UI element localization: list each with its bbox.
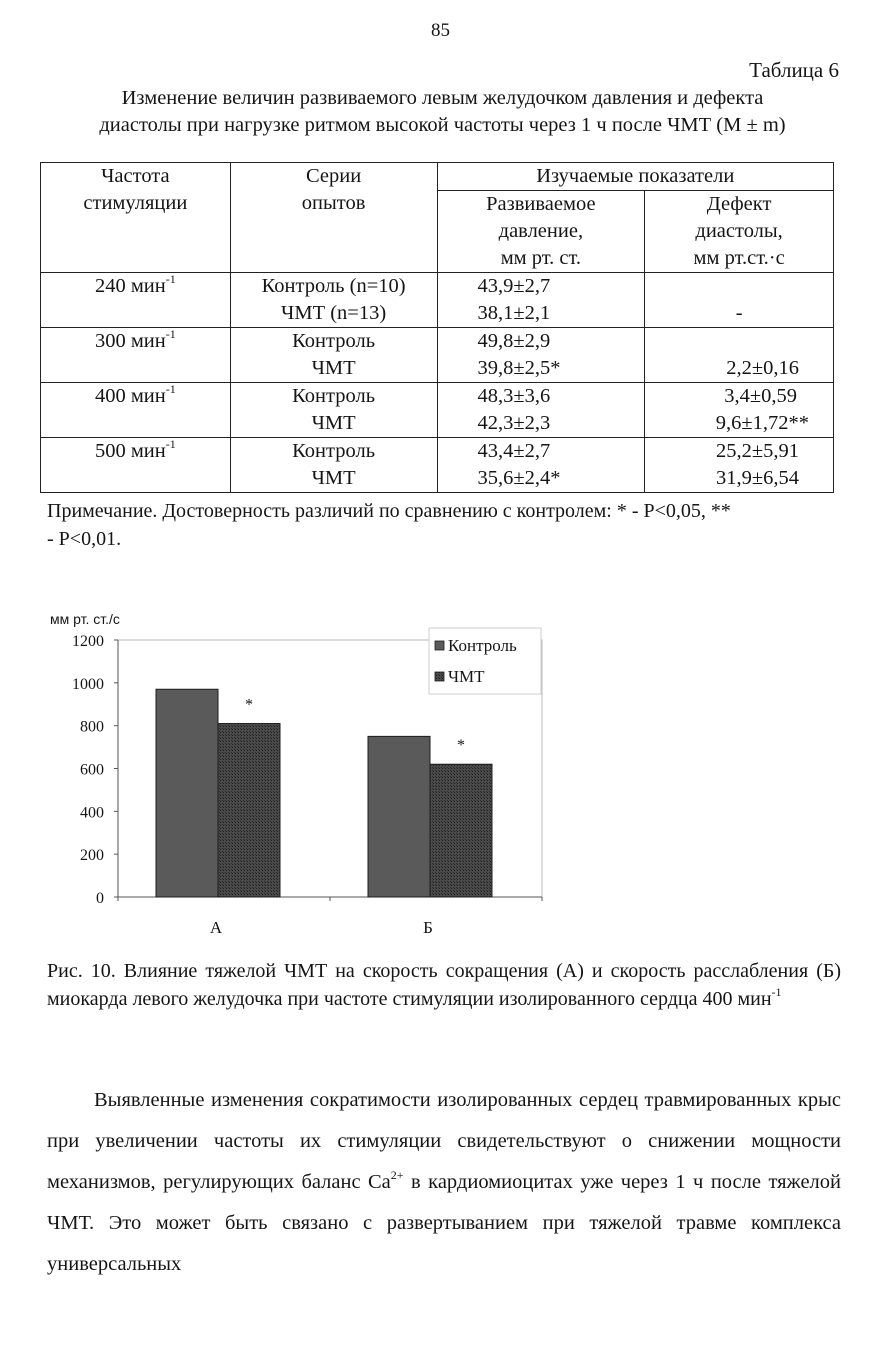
row-series (230, 273, 437, 328)
row-pressure (437, 438, 645, 493)
row-defect-control: 25,2±5,91 (715, 440, 799, 462)
bar-tbi (218, 724, 280, 897)
row-series-control: Контроль (292, 385, 376, 407)
row-defect (645, 438, 834, 493)
row-frequency-value: 240 мин (94, 275, 166, 297)
row-series-tbi: ЧМТ (311, 412, 356, 434)
row-frequency (41, 383, 231, 438)
significance-marker: * (245, 696, 253, 714)
header-indicators-group: Изучаемые показатели (437, 163, 833, 191)
row-series-tbi: ЧМТ (311, 357, 356, 379)
table-note-line-2: - P<0,01. (47, 528, 122, 550)
row-defect-tbi: 9,6±1,72** (715, 412, 809, 434)
row-frequency-value: 500 мин (94, 440, 166, 462)
row-series (230, 438, 437, 493)
figure-caption-sup: -1 (771, 985, 782, 999)
legend-swatch (435, 641, 444, 650)
row-frequency-sup: -1 (165, 382, 176, 396)
row-series-tbi: ЧМТ (n=13) (281, 302, 387, 324)
row-pressure-tbi: 35,6±2,4* (477, 467, 561, 489)
row-frequency (41, 328, 231, 383)
y-tick-label: 0 (96, 890, 104, 907)
row-pressure (437, 273, 645, 328)
header-defect-line-3: мм рт.ст.·с (693, 247, 785, 269)
body-paragraph-text (47, 1080, 841, 1285)
y-tick-label: 400 (80, 804, 104, 822)
row-series-control: Контроль (292, 440, 376, 462)
x-tick-label: Б (423, 918, 433, 937)
header-frequency (41, 163, 231, 273)
row-pressure-control: 43,4±2,7 (477, 440, 551, 462)
table-row (41, 273, 834, 328)
body-text-after: в кардиомиоцитах уже через 1 ч после тяжелой ЧМТ. Это может быть связано с развертыванием при тяжелой травме комплекса универсальных (47, 1171, 842, 1275)
data-table (40, 162, 834, 493)
significance-marker: * (457, 737, 465, 755)
row-series (230, 383, 437, 438)
table-header-row-1 (41, 163, 834, 191)
row-series-control: Контроль (292, 330, 376, 352)
table-row (41, 438, 834, 493)
row-series (230, 328, 437, 383)
table-caption (40, 85, 845, 139)
row-defect-tbi: 2,2±0,16 (726, 357, 799, 379)
row-frequency (41, 273, 231, 328)
bar-chart (40, 600, 560, 950)
row-pressure-tbi: 38,1±2,1 (477, 302, 551, 324)
header-pressure-line-3: мм рт. ст. (500, 247, 582, 269)
bar-control (156, 689, 218, 897)
row-defect-control: 3,4±0,59 (724, 385, 797, 407)
figure-caption (47, 957, 841, 1013)
row-defect (645, 383, 834, 438)
row-defect-control (651, 328, 799, 355)
row-frequency-sup: -1 (165, 327, 176, 341)
y-tick-label: 600 (80, 761, 104, 779)
row-defect-tbi: 31,9±6,54 (715, 467, 799, 489)
table-note (47, 497, 847, 553)
page-number: 85 (431, 20, 450, 41)
legend-label: Контроль (448, 636, 517, 655)
figure-caption-text: Рис. 10. Влияние тяжелой ЧМТ на скорость сокращения (А) и скорость расслабления (Б) миокарда левого желудочка при частоте стимуляции изолированного сердца 400 мин (47, 960, 841, 1010)
row-defect (645, 328, 834, 383)
y-axis-label: мм рт. ст./с (50, 611, 120, 627)
header-pressure-line-2: давление, (498, 220, 584, 242)
header-defect (645, 191, 834, 273)
header-pressure (437, 191, 645, 273)
y-tick-label: 800 (80, 718, 104, 736)
row-defect (645, 273, 834, 328)
header-pressure-line-1: Развиваемое (486, 193, 596, 215)
row-series-control: Контроль (n=10) (261, 275, 406, 297)
row-pressure-control: 49,8±2,9 (477, 330, 551, 352)
row-frequency-value: 400 мин (94, 385, 166, 407)
table-caption-line-2: диастолы при нагрузке ритмом высокой частоты через 1 ч после ЧМТ (M ± m) (99, 114, 786, 136)
row-series-tbi: ЧМТ (311, 467, 356, 489)
bar-control (368, 736, 430, 897)
table-label: Таблица 6 (749, 58, 839, 82)
table-row (41, 383, 834, 438)
x-tick-label: А (209, 918, 223, 937)
y-tick-label: 1200 (72, 633, 104, 650)
row-pressure-control: 48,3±3,6 (477, 385, 551, 407)
row-pressure-tbi: 39,8±2,5* (477, 357, 561, 379)
row-frequency-sup: -1 (165, 272, 176, 286)
legend-label: ЧМТ (448, 667, 485, 686)
header-defect-line-1: Дефект (706, 193, 772, 215)
row-frequency-value: 300 мин (94, 330, 166, 352)
legend-swatch (435, 672, 444, 681)
row-defect-tbi: - (735, 302, 743, 324)
table-note-line-1: Примечание. Достоверность различий по сравнению с контролем: * - P<0,05, ** (47, 500, 731, 522)
row-pressure (437, 383, 645, 438)
body-paragraph (47, 1080, 841, 1285)
header-series-line-2: опытов (301, 192, 366, 214)
header-frequency-line-2: стимуляции (83, 192, 188, 214)
header-frequency-line-1: Частота (101, 165, 170, 187)
header-series (230, 163, 437, 273)
row-defect-control (651, 273, 827, 300)
table-row (41, 328, 834, 383)
y-tick-label: 200 (80, 847, 104, 865)
row-pressure-control: 43,9±2,7 (477, 275, 551, 297)
bar-tbi (430, 764, 492, 897)
row-frequency-sup: -1 (165, 437, 176, 451)
header-defect-line-2: диастолы, (695, 220, 783, 242)
header-series-line-1: Серии (306, 165, 362, 187)
body-text-before: Выявленные изменения сократимости изолированных сердец травмированных крыс при увеличении частоты их стимуляции свидетельствуют о снижении мощности механизмов, регулирующих баланс Ca (47, 1089, 841, 1193)
body-text-sup: 2+ (390, 1168, 404, 1182)
y-tick-label: 1000 (72, 675, 104, 693)
row-pressure-tbi: 42,3±2,3 (477, 412, 551, 434)
row-pressure (437, 328, 645, 383)
table-caption-line-1: Изменение величин развиваемого левым желудочком давления и дефекта (121, 87, 764, 109)
row-frequency (41, 438, 231, 493)
